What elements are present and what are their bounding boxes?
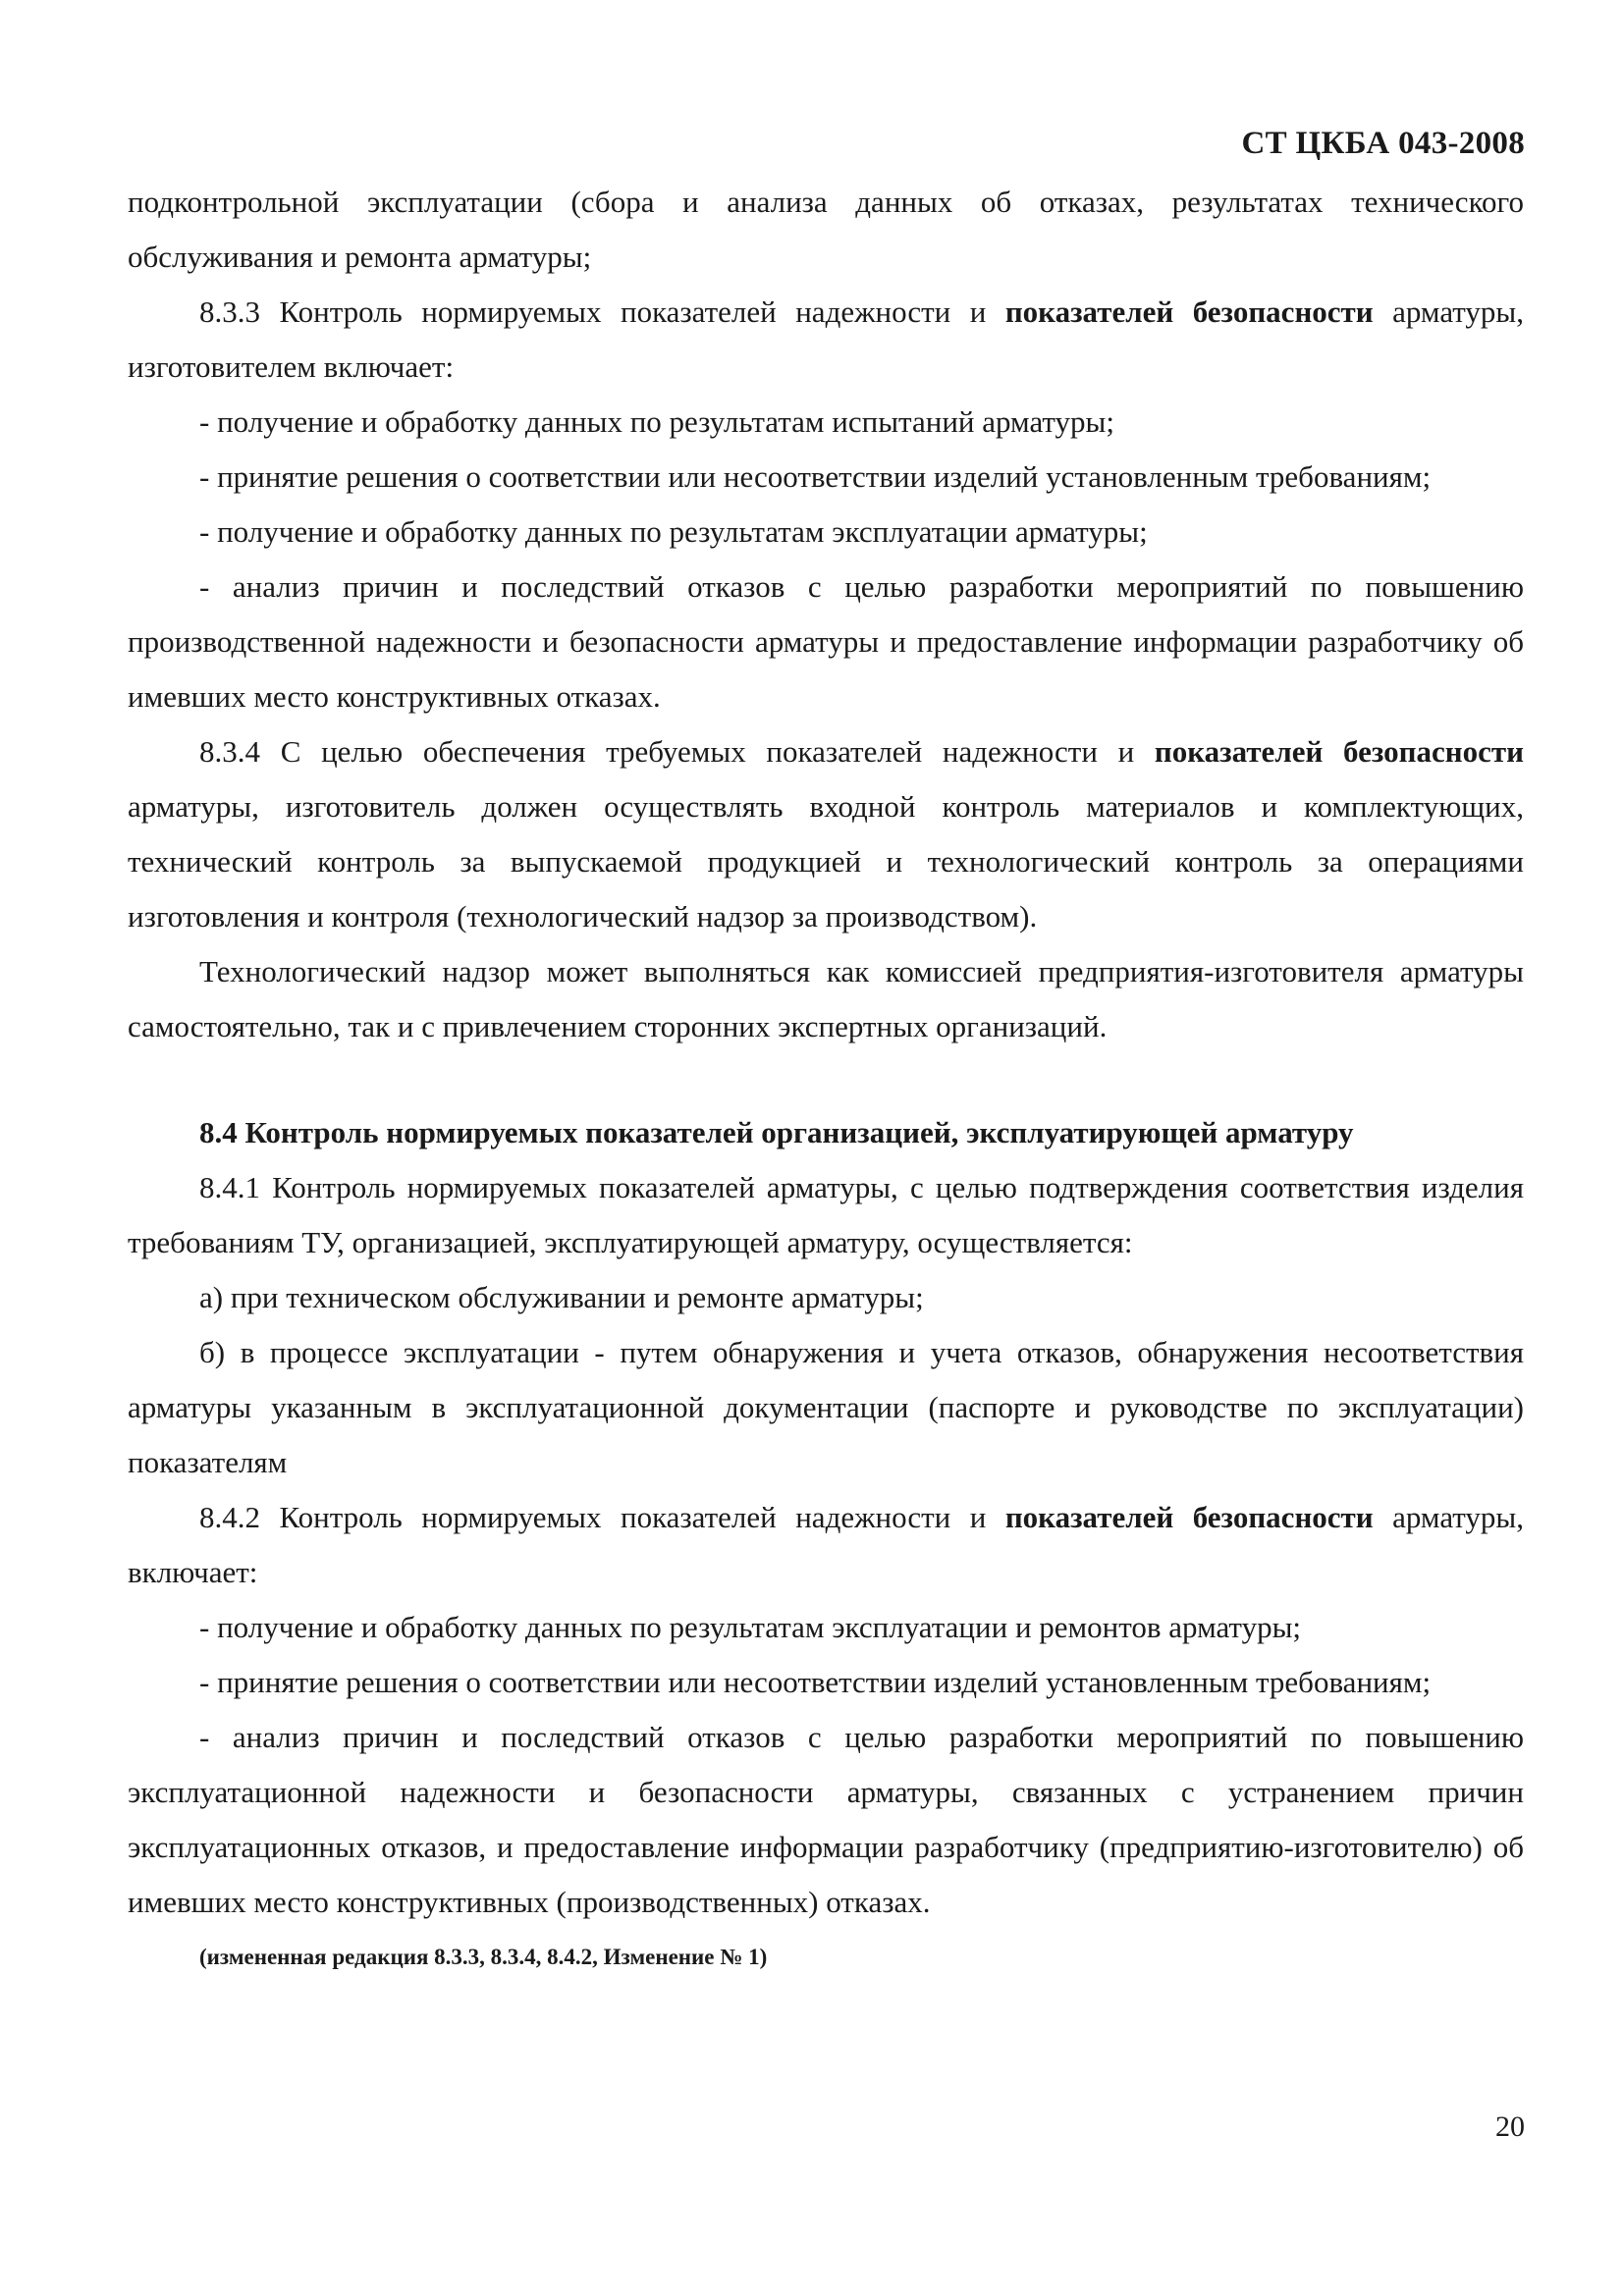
- paragraph-text: 8.3.3 Контроль нормируемых показателей надежности и: [199, 294, 1005, 329]
- bold-term: показателей безопасности: [1154, 734, 1524, 769]
- list-item-a: а) при техническом обслуживании и ремонте арматуры;: [199, 1280, 924, 1314]
- paragraph-text: 8.4.2 Контроль нормируемых показателей надежности и: [199, 1500, 1005, 1534]
- paragraph-text: арматуры, включает:: [128, 1500, 1524, 1589]
- list-item-b: б) в процессе эксплуатации - путем обнаружения и учета отказов, обнаружения несоответствия арматуры указанным в эксплуатационной документации (паспорте и руководстве по эксплуатации) показателям: [128, 1335, 1524, 1479]
- section-heading-8-4: 8.4 Контроль нормируемых показателей организацией, эксплуатирующей арматуру: [199, 1115, 1354, 1149]
- document-code: СТ ЦКБА 043-2008: [1241, 126, 1525, 161]
- revision-note: (измененная редакция 8.3.3, 8.3.4, 8.4.2, Изменение № 1): [199, 1945, 768, 1969]
- paragraph-continuation: подконтрольной эксплуатации (сбора и анализа данных об отказах, результатах технического обслуживания и ремонта арматуры;: [128, 185, 1524, 274]
- document-body: [128, 175, 1524, 1979]
- list-item: - принятие решения о соответствии или несоответствии изделий установленным требованиям;: [199, 459, 1432, 494]
- list-item: - получение и обработку данных по результатам эксплуатации и ремонтов арматуры;: [199, 1610, 1302, 1644]
- paragraph-text: 8.3.4 С целью обеспечения требуемых показателей надежности и: [199, 734, 1155, 769]
- list-item: - получение и обработку данных по результатам эксплуатации арматуры;: [199, 514, 1148, 549]
- bold-term: показателей безопасности: [1004, 294, 1374, 329]
- paragraph-8-3-3: [128, 285, 1524, 395]
- paragraph-8-3-4: [128, 724, 1524, 944]
- paragraph-text: арматуры, изготовитель должен осуществлять входной контроль материалов и комплектующих, технический контроль за выпускаемой продукцией и технологический контроль за операциями изготовления и контроля (технологический надзор за производством).: [128, 789, 1524, 934]
- paragraph-8-4-2: [128, 1490, 1524, 1600]
- list-item: - анализ причин и последствий отказов с целью разработки мероприятий по повышению производственной надежности и безопасности арматуры и предоставление информации разработчику об имевших место конструктивных отказах.: [128, 569, 1524, 714]
- list-item: - принятие решения о соответствии или несоответствии изделий установленным требованиям;: [199, 1665, 1432, 1699]
- page-number: 20: [1495, 2110, 1525, 2143]
- paragraph-text: арматуры, изготовителем включает:: [128, 294, 1524, 384]
- paragraph-tech-supervision: Технологический надзор может выполняться как комиссией предприятия-изготовителя арматуры самостоятельно, так и с привлечением сторонних экспертных организаций.: [128, 954, 1524, 1043]
- paragraph-8-4-1: 8.4.1 Контроль нормируемых показателей арматуры, с целью подтверждения соответствия изделия требованиям ТУ, организацией, эксплуатирующей арматуру, осуществляется:: [128, 1170, 1524, 1259]
- list-item: - анализ причин и последствий отказов с целью разработки мероприятий по повышению эксплуатационной надежности и безопасности арматуры, связанных с устранением причин эксплуатационных отказов, и предоставление информации разработчику (предприятию-изготовителю) об имевших место конструктивных (производственных) отказах.: [128, 1720, 1524, 1919]
- bold-term: показателей безопасности: [1004, 1500, 1374, 1534]
- list-item: - получение и обработку данных по результатам испытаний арматуры;: [199, 404, 1114, 439]
